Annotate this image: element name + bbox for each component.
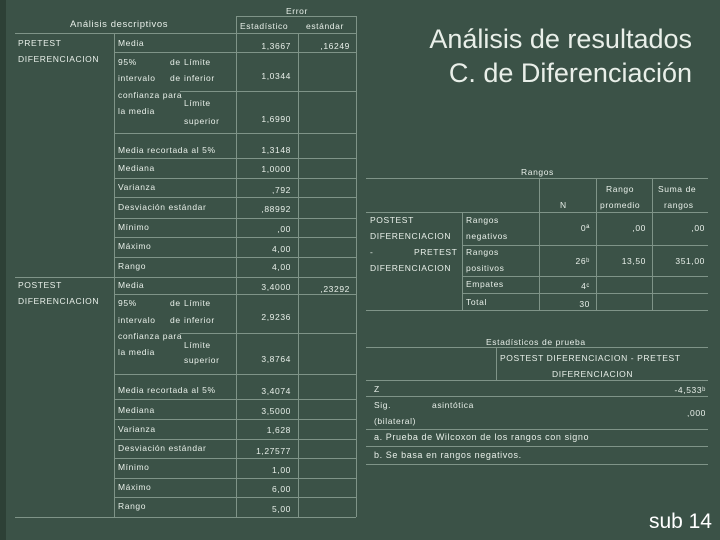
ranks-row-neg-l2: negativos xyxy=(466,231,508,241)
g2-media-se: ,23292 xyxy=(320,284,350,294)
ranks-label-l4: PRETEST xyxy=(414,247,458,257)
g1-media-se: ,16249 xyxy=(320,41,350,51)
g2-mediana-value: 3,5000 xyxy=(261,406,291,416)
g2-minimo-value: 1,00 xyxy=(272,465,291,475)
g2-ci-inferior-value: 2,9236 xyxy=(261,312,291,322)
g2-rango-label: Rango xyxy=(118,501,147,511)
right-rule xyxy=(356,16,357,517)
ranks-row-pos-suma: 351,00 xyxy=(675,256,705,266)
g2-varianza-label: Varianza xyxy=(118,424,156,434)
bottom-rule xyxy=(15,517,356,518)
g2-ci-confianza: confianza para xyxy=(118,331,183,341)
ranks-row-neg-prom: ,00 xyxy=(632,223,646,233)
tests-col-l2: DIFERENCIACION xyxy=(552,369,634,379)
g2-ci-de1: de xyxy=(170,298,181,308)
g1-ci-pct: 95% xyxy=(118,57,137,67)
g2-rule-2 xyxy=(180,333,356,334)
tests-rule-bottom xyxy=(366,464,708,465)
g1-desv-value: ,88992 xyxy=(261,204,291,214)
g2-ci-intervalo: intervalo xyxy=(118,315,156,325)
g2-maximo-value: 6,00 xyxy=(272,484,291,494)
ranks-title: Rangos xyxy=(521,167,554,177)
se-col-rule xyxy=(298,33,299,517)
ranks-vrule-3 xyxy=(596,178,597,310)
ranks-rule-bottom xyxy=(366,310,708,311)
g1-ci-de2: de xyxy=(170,73,181,83)
ranks-rule-3 xyxy=(462,293,708,294)
ranks-rule-2 xyxy=(462,276,708,277)
g2-mediana-label: Mediana xyxy=(118,405,155,415)
g1-mediana-label: Mediana xyxy=(118,163,155,173)
g1-mediana-value: 1,0000 xyxy=(261,164,291,174)
label-col-rule xyxy=(114,33,115,517)
slide-title xyxy=(429,22,692,90)
header-vrule xyxy=(236,16,237,34)
tests-col-l1: POSTEST DIFERENCIACION - PRETEST xyxy=(500,353,681,363)
tests-sig-value: ,000 xyxy=(687,408,706,418)
g1-ci-limite2: Límite xyxy=(184,98,211,108)
ranks-row-neg-suma: ,00 xyxy=(691,223,705,233)
g1-rule-9 xyxy=(114,257,356,258)
g2-ci-limite2: Límite xyxy=(184,340,211,350)
g1-rango-label: Rango xyxy=(118,261,147,271)
ranks-row-total-n: 30 xyxy=(579,299,590,309)
ranks-row-pos-n: 26ᵇ xyxy=(575,256,590,266)
ranks-vrule-4 xyxy=(652,178,653,310)
group1-name-l2: DIFERENCIACION xyxy=(18,54,100,64)
ranks-header-rango-l1: Rango xyxy=(606,184,635,194)
g1-rule-5 xyxy=(114,178,356,179)
g1-minimo-label: Mínimo xyxy=(118,222,150,232)
ranks-row-total-label: Total xyxy=(466,297,487,307)
ranks-label-l5: DIFERENCIACION xyxy=(370,263,452,273)
g2-ci-pct: 95% xyxy=(118,298,137,308)
g2-varianza-value: 1,628 xyxy=(266,425,291,435)
tests-sig-l1: Sig. xyxy=(374,400,392,410)
ranks-row-empates-n: 4ᶜ xyxy=(581,281,590,291)
group2-name-l2: DIFERENCIACION xyxy=(18,296,100,306)
g1-rule-6 xyxy=(114,197,356,198)
tests-sig-l3: (bilateral) xyxy=(374,416,417,426)
g1-ci-intervalo: intervalo xyxy=(118,73,156,83)
g2-rule-9 xyxy=(114,497,356,498)
tests-rule-1 xyxy=(366,396,708,397)
g1-ci-la-media: la media xyxy=(118,106,155,116)
header-error-l1: Error xyxy=(286,6,308,16)
ranks-rule-top xyxy=(366,178,708,179)
g1-minimo-value: ,00 xyxy=(277,224,291,234)
g2-ci-superior: superior xyxy=(184,355,220,365)
g2-minimo-label: Mínimo xyxy=(118,462,150,472)
g1-ci-superior: superior xyxy=(184,116,220,126)
ranks-header-suma-l2: rangos xyxy=(664,200,694,210)
group2-name-l1: POSTEST xyxy=(18,280,62,290)
g2-ci-superior-value: 3,8764 xyxy=(261,354,291,364)
g1-rule-2 xyxy=(180,91,356,92)
g2-ci-la-media: la media xyxy=(118,347,155,357)
g1-rule-4 xyxy=(114,158,356,159)
g2-rule-5 xyxy=(114,419,356,420)
ranks-row-pos-l2: positivos xyxy=(466,263,505,273)
g2-media-value: 3,4000 xyxy=(261,282,291,292)
g2-rango-value: 5,00 xyxy=(272,504,291,514)
ranks-rule-header xyxy=(366,212,708,213)
g1-rule-1 xyxy=(114,52,356,53)
ranks-row-empates-label: Empates xyxy=(466,279,504,289)
g1-rango-value: 4,00 xyxy=(272,262,291,272)
g1-media-label: Media xyxy=(118,38,145,48)
g1-media-value: 1,3667 xyxy=(261,41,291,51)
ranks-header-n: N xyxy=(560,200,567,210)
g2-maximo-label: Máximo xyxy=(118,482,152,492)
slide-title-line1: Análisis de resultados xyxy=(429,24,692,54)
g1-varianza-label: Varianza xyxy=(118,182,156,192)
g1-rule-3 xyxy=(114,133,356,134)
g1-ci-limite: Límite xyxy=(184,57,211,67)
g2-rule-6 xyxy=(114,439,356,440)
g2-ci-de2: de xyxy=(170,315,181,325)
g1-ci-superior-value: 1,6990 xyxy=(261,114,291,124)
ranks-vrule-1 xyxy=(462,212,463,310)
g1-recortada-label: Media recortada al 5% xyxy=(118,145,216,155)
g2-rule-1 xyxy=(114,294,356,295)
g1-rule-8 xyxy=(114,237,356,238)
tests-note-b: b. Se basa en rangos negativos. xyxy=(374,450,522,460)
g1-desv-label: Desviación estándar xyxy=(118,202,207,212)
header-rule xyxy=(15,33,356,34)
ranks-row-pos-l1: Rangos xyxy=(466,247,499,257)
tests-z-value: -4,533ᵇ xyxy=(674,385,706,395)
tests-rule-header xyxy=(366,380,708,381)
header-estadistico: Estadístico xyxy=(240,21,289,31)
g2-rule-7 xyxy=(114,458,356,459)
ranks-rule-1 xyxy=(462,245,708,246)
ranks-row-neg-l1: Rangos xyxy=(466,215,499,225)
g2-rule-3 xyxy=(114,374,356,375)
group1-name-l1: PRETEST xyxy=(18,38,62,48)
left-edge-stripe xyxy=(0,0,6,540)
header-error-l2: estándar xyxy=(306,21,344,31)
g1-recortada-value: 1,3148 xyxy=(261,145,291,155)
tests-rule-2 xyxy=(366,429,708,430)
slide-title-line2: C. de Diferenciación xyxy=(448,58,692,88)
ranks-label-l1: POSTEST xyxy=(370,215,414,225)
g1-ci-inferior-value: 1,0344 xyxy=(261,71,291,81)
tests-rule-3 xyxy=(366,446,708,447)
g2-recortada-value: 3,4074 xyxy=(261,386,291,396)
g2-rule-4 xyxy=(114,399,356,400)
g1-maximo-label: Máximo xyxy=(118,241,152,251)
g2-desv-label: Desviación estándar xyxy=(118,443,207,453)
g2-rule-8 xyxy=(114,478,356,479)
g1-varianza-value: ,792 xyxy=(272,185,291,195)
tests-vrule xyxy=(496,347,497,380)
g1-rule-7 xyxy=(114,218,356,219)
ranks-label-l3: - xyxy=(370,247,374,257)
tests-note-a: a. Prueba de Wilcoxon de los rangos con signo xyxy=(374,432,590,442)
g1-ci-inferior: inferior xyxy=(184,73,215,83)
g2-ci-inferior: inferior xyxy=(184,315,215,325)
ranks-header-suma-l1: Suma de xyxy=(658,184,697,194)
group-separator xyxy=(15,277,356,278)
tests-sig-l2: asintótica xyxy=(432,400,474,410)
g2-recortada-label: Media recortada al 5% xyxy=(118,385,216,395)
stat-col-rule xyxy=(236,33,237,517)
ranks-row-neg-n: 0ª xyxy=(580,223,590,233)
tests-rule-top xyxy=(366,347,708,348)
g2-media-label: Media xyxy=(118,280,145,290)
g1-maximo-value: 4,00 xyxy=(272,244,291,254)
descriptives-caption: Análisis descriptivos xyxy=(70,19,169,30)
g1-ci-de1: de xyxy=(170,57,181,67)
slide-number: sub 14 xyxy=(648,510,712,533)
tests-z-label: Z xyxy=(374,384,380,394)
ranks-row-pos-prom: 13,50 xyxy=(621,256,646,266)
g2-ci-limite: Límite xyxy=(184,298,211,308)
ranks-label-l2: DIFERENCIACION xyxy=(370,231,452,241)
g2-desv-value: 1,27577 xyxy=(256,446,291,456)
g1-ci-confianza: confianza para xyxy=(118,90,183,100)
header-rule-top xyxy=(236,16,356,17)
ranks-header-rango-l2: promedio xyxy=(600,200,641,210)
tests-title: Estadísticos de prueba xyxy=(486,337,586,347)
